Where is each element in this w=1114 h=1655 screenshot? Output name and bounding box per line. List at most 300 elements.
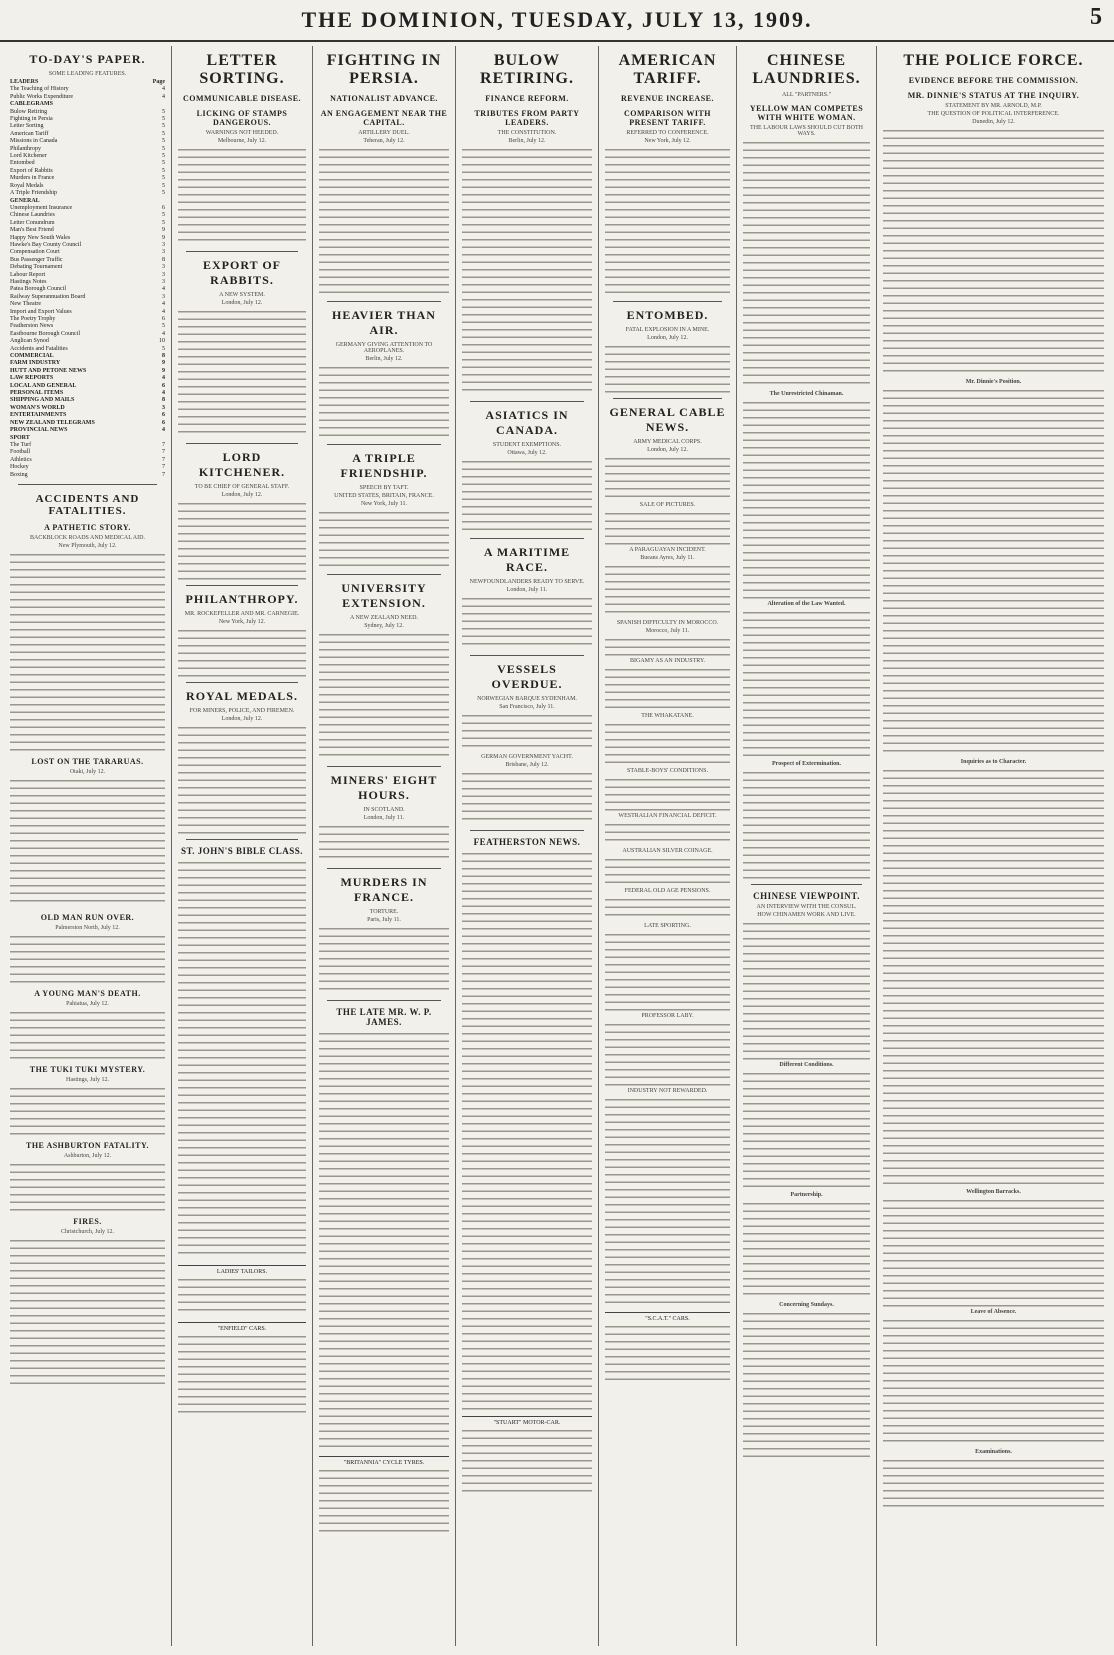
masthead-title: THE DOMINION, TUESDAY, JULY 13, 1909. — [301, 7, 813, 32]
article-subheading: Different Conditions. — [779, 1062, 834, 1068]
index-entry-title: Entombed — [10, 160, 35, 167]
article-heading: PHILANTHROPY. — [185, 592, 299, 606]
index-entry-title: Bus Passenger Traffic — [10, 256, 63, 263]
index-entry-page: 6 — [162, 382, 165, 389]
index-entry-page: 7 — [162, 449, 165, 456]
index-entry-page: 7 — [162, 441, 165, 448]
article-subheading: YELLOW MAN COMPETES WITH WHITE WOMAN. — [749, 104, 864, 122]
index-entry-page: 9 — [162, 227, 165, 234]
index-entry-title: LEADERS — [10, 79, 39, 85]
article-dateline: Teheran, July 12. — [363, 138, 405, 144]
article-body — [605, 563, 730, 618]
article-dateline: London, July 12. — [221, 716, 263, 722]
article-dateline: New York, July 11. — [360, 501, 408, 507]
index-entry — [10, 160, 165, 167]
index-entry-page: 4 — [162, 86, 165, 93]
story-body — [10, 1009, 165, 1059]
article-dateline: Brisbane, July 12. — [505, 762, 549, 768]
index-entry-page: 3 — [162, 241, 165, 248]
index-entry — [10, 316, 165, 323]
article-heading: CHINESE LAUNDRIES. — [752, 52, 861, 87]
article-dateline: London, July 12. — [647, 447, 688, 453]
story-dateline: Pahiatua, July 12. — [66, 1000, 109, 1007]
article-body — [605, 896, 730, 921]
article-subheading: FINANCE REFORM. — [485, 94, 569, 103]
article-body — [605, 776, 730, 811]
article-body — [462, 712, 592, 752]
article-body — [743, 1200, 870, 1300]
advertisement-body — [605, 1323, 730, 1383]
index-entry-page: 5 — [162, 108, 165, 115]
article-heading: VESSELS OVERDUE. — [491, 662, 563, 691]
index-entry — [10, 227, 165, 234]
article-heading: MURDERS IN FRANCE. — [340, 875, 428, 904]
index-entry-page: 3 — [162, 249, 165, 256]
index-entry — [10, 86, 165, 93]
index-entry-title: Chinese Laundries — [10, 212, 55, 219]
index-entry — [10, 360, 165, 367]
index-entry-page: Page — [152, 79, 165, 85]
article-heading: THE POLICE FORCE. — [903, 52, 1084, 69]
index-entry-title: Boxing — [10, 471, 28, 478]
article-heading: EXPORT OF RABBITS. — [202, 258, 282, 287]
article-dateline: London, July 12. — [647, 335, 688, 341]
index-entry — [10, 123, 165, 130]
index-entry-page: 6 — [162, 204, 165, 211]
index-entry-page: 3 — [162, 271, 165, 278]
index-entry — [10, 242, 165, 249]
index-entry — [10, 286, 165, 293]
index-entry-title: Man's Best Friend — [10, 227, 54, 234]
index-entry-title: SPORT — [10, 434, 30, 441]
article-subheading: ARMY MEDICAL CORPS. — [633, 439, 702, 445]
index-entry-title: Missions in Canada — [10, 138, 58, 145]
article-body — [743, 399, 870, 599]
index-entry-title: NEW ZEALAND TELEGRAMS — [10, 419, 95, 426]
article-body — [178, 500, 306, 580]
story-heading: THE ASHBURTON FATALITY. — [25, 1140, 150, 1150]
story-dateline: Ashburton, July 12. — [63, 1152, 112, 1159]
article-subheading: REFERRED TO CONFERENCE. — [626, 130, 709, 136]
index-entry-page: 5 — [162, 190, 165, 197]
story-body — [10, 777, 165, 907]
article-subheading: THE QUESTION OF POLITICAL INTERFERENCE. — [927, 111, 1060, 117]
article-subheading: A NEW ZEALAND NEED. — [350, 615, 418, 621]
index-entry-page: 4 — [162, 330, 165, 337]
article-subheading: THE WHAKATANE. — [641, 713, 694, 719]
index-entry — [10, 205, 165, 212]
index-entry-page: 6 — [162, 419, 165, 426]
article-body — [605, 146, 730, 296]
article-subheading: Wellington Barracks. — [966, 1189, 1021, 1195]
article-body — [462, 850, 592, 1410]
index-entry-title: WOMAN'S WORLD — [10, 404, 65, 411]
index-entry-page: 5 — [162, 182, 165, 189]
story-body — [10, 551, 165, 751]
index-entry-page: 7 — [162, 464, 165, 471]
article-heading: ENTOMBED. — [626, 308, 709, 322]
index-entry-title: Bulow Retiring — [10, 108, 48, 115]
index-entry — [10, 101, 165, 108]
article-subheading: MR. ROCKEFELLER AND MR. CARNEGIE. — [184, 611, 300, 617]
column-3 — [313, 46, 456, 1646]
article-heading: MINERS' EIGHT HOURS. — [330, 773, 438, 802]
article-subheading: THE CONSTITUTION. — [497, 130, 557, 136]
index-entry-title: Patea Borough Council — [10, 286, 66, 293]
index-entry — [10, 131, 165, 138]
index-entry-page: 5 — [162, 138, 165, 145]
article-subheading: Alteration of the Law Wanted. — [767, 601, 846, 607]
index-entry-title: Railway Superannuation Board — [10, 293, 86, 300]
article-heading: A MARITIME RACE. — [483, 545, 571, 574]
article-heading: BULOW RETIRING. — [480, 52, 574, 87]
index-entry-page: 5 — [162, 145, 165, 152]
index-entry-page: 3 — [162, 404, 165, 411]
article-dateline: San Francisco, July 11. — [499, 704, 555, 710]
article-subheading: Partnership. — [790, 1192, 823, 1198]
index-entry — [10, 301, 165, 308]
article-subheading: GERMAN GOVERNMENT YACHT. — [481, 754, 573, 760]
story-heading: THE TUKI TUKI MYSTERY. — [29, 1064, 146, 1074]
index-entry-page: 4 — [162, 390, 165, 397]
index-entry — [10, 390, 165, 397]
index-entry — [10, 331, 165, 338]
article-subheading: FOR MINERS, POLICE, AND FIREMEN. — [189, 708, 295, 714]
article-subheading: LATE SPORTING. — [644, 923, 691, 929]
article-subheading: SALE OF PICTURES. — [639, 502, 696, 508]
column-index — [4, 46, 172, 1646]
article-dateline: New York, July 12. — [218, 619, 266, 625]
article-dateline: Berlin, July 12. — [508, 138, 546, 144]
article-body — [605, 636, 730, 656]
index-entry-title: Letter Sorting — [10, 123, 44, 130]
article-subheading: INDUSTRY NOT REWARDED. — [627, 1088, 708, 1094]
article-body — [462, 770, 592, 825]
index-entry-title: Debating Tournament — [10, 264, 63, 271]
article-heading: LETTER SORTING. — [199, 52, 285, 87]
article-dateline: London, July 12. — [221, 492, 263, 498]
page-number: 5 — [1090, 4, 1104, 30]
index-entry-page: 5 — [162, 116, 165, 123]
article-subheading: A NEW SYSTEM. — [219, 292, 265, 298]
article-body — [462, 595, 592, 650]
index-entry-page: 4 — [162, 427, 165, 434]
story-heading: FIRES. — [73, 1216, 102, 1226]
article-heading: A TRIPLE FRIENDSHIP. — [340, 451, 428, 480]
article-body — [605, 510, 730, 545]
features-heading: SOME LEADING FEATURES. — [48, 71, 127, 77]
index-entry-page: 4 — [162, 375, 165, 382]
article-body — [605, 1021, 730, 1086]
index-entry-page: 4 — [162, 286, 165, 293]
index-entry — [10, 279, 165, 286]
index-entry — [10, 323, 165, 330]
index-entry-page: 6 — [162, 412, 165, 419]
article-dateline: Bueans Ayres, July 11. — [640, 555, 695, 561]
story-body — [10, 1161, 165, 1211]
index-entry — [10, 449, 165, 456]
index-entry-page: 5 — [162, 345, 165, 352]
index-entry — [10, 220, 165, 227]
index-entry-title: New Theatre — [10, 301, 42, 308]
article-dateline: London, July 12. — [221, 300, 263, 306]
index-entry — [10, 309, 165, 316]
index-entry-title: Philanthropy — [10, 145, 41, 152]
column-6 — [737, 46, 877, 1646]
story-heading: OLD MAN RUN OVER. — [40, 912, 135, 922]
article-subheading: NEWFOUNDLANDERS READY TO SERVE. — [469, 579, 585, 585]
index-entry-page: 4 — [162, 93, 165, 100]
article-body — [883, 387, 1104, 757]
article-body — [605, 821, 730, 846]
article-heading: AMERICAN TARIFF. — [618, 52, 717, 87]
article-body — [605, 721, 730, 766]
article-subheading: LICKING OF STAMPS DANGEROUS. — [196, 109, 288, 127]
article-body — [605, 455, 730, 500]
index-entry-title: LOCAL AND GENERAL — [10, 382, 77, 389]
article-subheading: BIGAMY AS AN INDUSTRY. — [629, 658, 705, 664]
index-entry-title: Accidents and Fatalities — [10, 345, 68, 352]
index-entry-page: 5 — [162, 123, 165, 130]
article-body — [883, 1457, 1104, 1507]
article-subheading: A PARAGUAYAN INCIDENT. — [629, 547, 706, 553]
article-subheading: NORWEGIAN BARQUE SYDENHAM. — [477, 696, 577, 702]
article-subheading: The Unrestricted Chinaman. — [769, 391, 844, 397]
article-subheading: AN ENGAGEMENT NEAR THE CAPITAL. — [320, 109, 448, 127]
article-subheading: Inquiries as to Character. — [960, 759, 1027, 765]
index-entry — [10, 249, 165, 256]
index-entry-title: SHIPPING AND MAILS — [10, 397, 75, 404]
index-entry-title: The Teaching of History — [10, 86, 69, 93]
index-entry-title: Hockey — [10, 464, 29, 471]
story-heading: A YOUNG MAN'S DEATH. — [34, 988, 141, 998]
article-body — [605, 666, 730, 711]
article-body — [178, 627, 306, 677]
index-entry — [10, 235, 165, 242]
index-entry-page: 8 — [162, 397, 165, 404]
article-heading: FEATHERSTON NEWS. — [473, 837, 581, 847]
article-heading: GENERAL CABLE NEWS. — [609, 405, 726, 434]
index-entry-title: FARM INDUSTRY — [10, 360, 61, 367]
index-entry — [10, 368, 165, 375]
index-entry-title: Public Works Expenditure — [10, 93, 74, 100]
story-dateline: Hastings, July 12. — [65, 1076, 109, 1083]
index-entry-page: 3 — [162, 278, 165, 285]
index-entry — [10, 397, 165, 404]
article-subheading: GERMANY GIVING ATTENTION TO AEROPLANES. — [335, 342, 433, 354]
index-entry — [10, 405, 165, 412]
article-body — [743, 769, 870, 879]
story-subheading: BACKBLOCK ROADS AND MEDICAL AID. — [30, 534, 145, 541]
index-entry-page: 5 — [162, 219, 165, 226]
article-subheading: HOW CHINAMEN WORK AND LIVE. — [757, 912, 856, 918]
article-body — [462, 146, 592, 396]
article-body — [605, 856, 730, 886]
advertisement-body — [178, 1276, 306, 1316]
article-subheading: COMPARISON WITH PRESENT TARIFF. — [624, 109, 711, 127]
article-body — [883, 767, 1104, 1187]
article-subheading: WESTRALIAN FINANCIAL DEFICIT. — [618, 813, 717, 819]
index-entry-page: 3 — [162, 293, 165, 300]
story-dateline: Otaki, July 12. — [69, 768, 106, 775]
article-dateline: Dunedin, July 12. — [972, 119, 1015, 125]
article-subheading: FATAL EXPLOSION IN A MINE. — [625, 327, 710, 333]
index-entry — [10, 264, 165, 271]
index-entry-page: 5 — [162, 175, 165, 182]
article-subheading: Mr. Dinnie's Position. — [965, 379, 1022, 385]
article-subheading: EVIDENCE BEFORE THE COMMISSION. — [908, 76, 1079, 85]
article-body — [319, 509, 449, 569]
index-entry — [10, 412, 165, 419]
article-dateline: Sydney, July 12. — [364, 623, 404, 629]
article-subheading: STABLE-BOYS' CONDITIONS. — [627, 768, 708, 774]
index-entry — [10, 183, 165, 190]
index-entry — [10, 109, 165, 116]
story-heading: A PATHETIC STORY. — [44, 522, 131, 532]
article-dateline: Paris, July 11. — [367, 917, 401, 923]
index-entry — [10, 464, 165, 471]
index-entry-page: 5 — [162, 130, 165, 137]
index-entry-title: Eastbourne Borough Council — [10, 330, 80, 337]
story-heading: LOST ON THE TARARUAS. — [31, 756, 144, 766]
article-subheading: REVENUE INCREASE. — [621, 94, 714, 103]
article-body — [319, 631, 449, 761]
index-entry-title: CABLEGRAMS — [10, 101, 54, 108]
article-subheading: TRIBUTES FROM PARTY LEADERS. — [474, 109, 580, 127]
article-dateline: London, July 11. — [363, 815, 405, 821]
article-body — [743, 609, 870, 759]
index-entry-page: 9 — [162, 234, 165, 241]
index-entry — [10, 346, 165, 353]
advertisement: "ENFIELD" CARS. — [178, 1322, 306, 1333]
index-entry-title: Export of Rabbits — [10, 167, 53, 174]
article-subheading: ALL "PARTNERS." — [781, 92, 832, 98]
story-body — [10, 1085, 165, 1135]
index-entry-page: 8 — [162, 353, 165, 360]
advertisement-body — [178, 1333, 306, 1413]
story-body — [10, 933, 165, 983]
index-entry-title: Anglican Synod — [10, 338, 49, 345]
article-dateline: Berlin, July 12. — [365, 356, 403, 362]
index-entry-page: 5 — [162, 167, 165, 174]
index-entry-title: HUTT AND PETONE NEWS — [10, 367, 87, 374]
index-entry-title: COMMERCIAL — [10, 353, 54, 360]
index-heading: TO-DAY'S PAPER. — [29, 52, 146, 66]
index-entry-title: Royal Medals — [10, 182, 44, 189]
article-body — [178, 308, 306, 438]
article-body — [178, 146, 306, 246]
article-subheading: ARTILLERY DUEL. — [358, 130, 410, 136]
index-entry — [10, 190, 165, 197]
index-entry — [10, 168, 165, 175]
article-body — [883, 1197, 1104, 1307]
article-dateline: Melbourne, July 12. — [217, 138, 267, 144]
index-entry — [10, 383, 165, 390]
index-entry-title: LAW REPORTS — [10, 375, 54, 382]
article-body — [743, 139, 870, 389]
article-subheading: IN SCOTLAND. — [363, 807, 405, 813]
article-body — [605, 1096, 730, 1306]
index-entry-page: 5 — [162, 323, 165, 330]
article-subheading: THE LABOUR LAWS SHOULD CUT BOTH WAYS. — [750, 125, 863, 137]
article-heading: LORD KITCHENER. — [198, 450, 286, 479]
article-heading: HEAVIER THAN AIR. — [332, 308, 436, 337]
article-body — [883, 1317, 1104, 1447]
article-subheading: STATEMENT BY MR. ARNOLD, M.P. — [945, 103, 1042, 109]
article-body — [319, 925, 449, 995]
index-entry-title: Lord Kitchener — [10, 153, 47, 160]
index-entry-page: 9 — [162, 367, 165, 374]
index-entry-title: American Tariff — [10, 130, 49, 137]
index-entry-page: 6 — [162, 316, 165, 322]
index-entry — [10, 116, 165, 123]
article-subheading: COMMUNICABLE DISEASE. — [182, 94, 302, 103]
index-entry — [10, 338, 165, 345]
index-entry-page: 4 — [162, 301, 165, 308]
index-entry-title: Football — [10, 449, 31, 456]
index-entry-page: 8 — [162, 256, 165, 263]
advertisement-body — [319, 1467, 449, 1537]
column-7 — [877, 46, 1110, 1646]
advertisement: "BRITANNIA" CYCLE TYRES. — [319, 1456, 449, 1467]
story-dateline: Palmerston North, July 12. — [55, 924, 120, 931]
article-subheading: AUSTRALIAN SILVER COINAGE. — [622, 848, 713, 854]
advertisement: LADIES' TAILORS. — [178, 1265, 306, 1276]
article-body — [319, 364, 449, 439]
article-dateline: Ottawa, July 12. — [507, 450, 547, 456]
article-subheading: PROFESSOR LABY. — [641, 1013, 694, 1019]
story-dateline: New Plymouth, July 12. — [58, 542, 117, 549]
article-subheading: NATIONALIST ADVANCE. — [330, 94, 438, 103]
column-5 — [599, 46, 737, 1646]
index-entry — [10, 420, 165, 427]
index-entry — [10, 294, 165, 301]
column-2 — [172, 46, 313, 1646]
article-subheading: MR. DINNIE'S STATUS AT THE INQUIRY. — [907, 91, 1080, 100]
index-entry-title: Hastings Notes — [10, 278, 47, 285]
article-subheading: Concerning Sundays. — [779, 1302, 834, 1308]
article-subheading: UNITED STATES, BRITAIN, FRANCE. — [334, 493, 434, 499]
index-entry-title: Murders in France — [10, 175, 55, 182]
article-subheading: SPANISH DIFFICULTY IN MOROCCO. — [616, 620, 719, 626]
advertisement: "S.C.A.T." CARS. — [605, 1312, 730, 1323]
index-entry-title: GENERAL — [10, 197, 40, 204]
article-subheading: Prospect of Extermination. — [771, 761, 842, 767]
index-entry-page: 10 — [159, 338, 165, 345]
index-entry — [10, 442, 165, 449]
article-heading: THE LATE MR. W. P. JAMES. — [336, 1007, 432, 1027]
index-entry — [10, 472, 165, 479]
article-subheading: Leave of Absence. — [970, 1309, 1017, 1315]
index-entry-title: PERSONAL ITEMS — [10, 390, 64, 397]
index-entry-page: 7 — [162, 471, 165, 478]
index-entry — [10, 257, 165, 264]
index-entry-title: Import and Export Values — [10, 308, 72, 315]
index-entry-page: 5 — [162, 212, 165, 219]
story-dateline: Christchurch, July 12. — [61, 1228, 114, 1235]
index-entry-title: Happy New South Wales — [10, 234, 71, 241]
index-entry — [10, 457, 165, 464]
index-entry-title: Fighting in Persia — [10, 116, 53, 123]
index-entry-title: Athletics — [10, 456, 32, 463]
masthead — [0, 0, 1114, 42]
index-entry — [10, 427, 165, 434]
index-entry-page: 9 — [162, 360, 165, 367]
index-entry — [10, 353, 165, 360]
article-heading: ASIATICS IN CANADA. — [485, 408, 569, 437]
index-entry-title: Labour Report — [10, 271, 46, 278]
article-subheading: TO BE CHIEF OF GENERAL STAFF. — [194, 484, 290, 490]
